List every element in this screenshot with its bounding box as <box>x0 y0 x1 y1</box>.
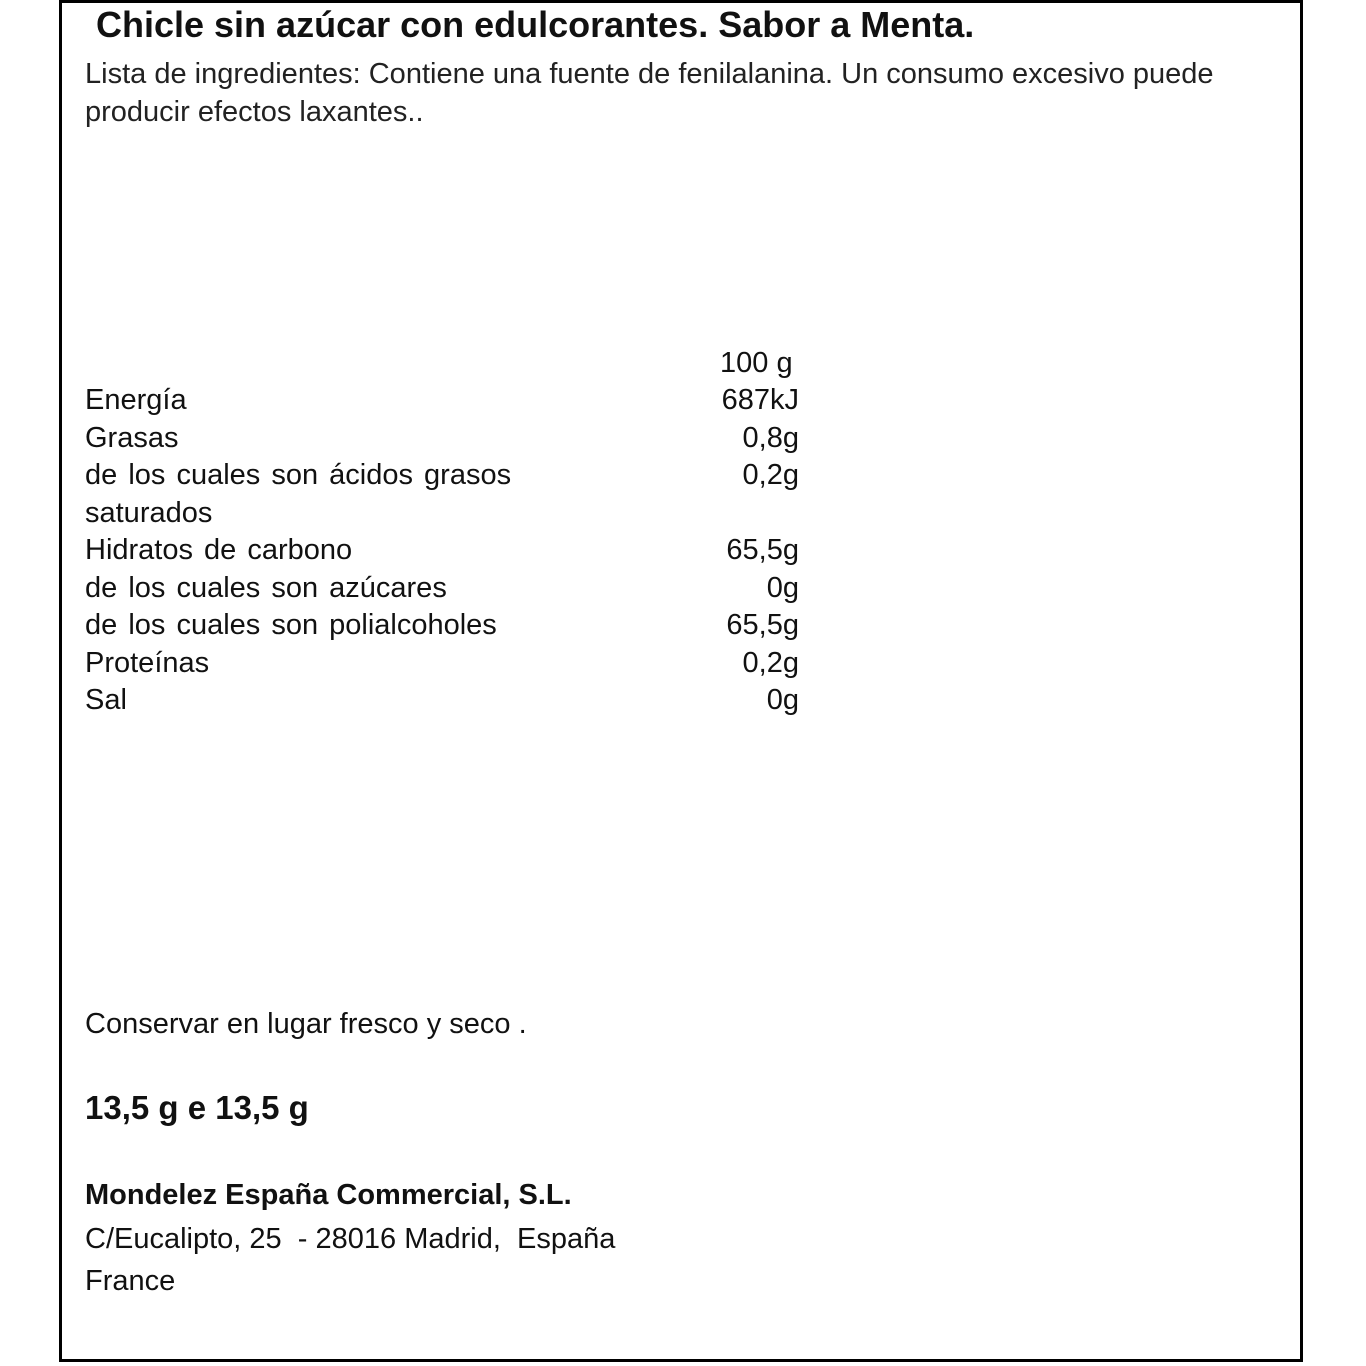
nutrition-row-sugars <box>85 570 815 608</box>
nutrition-row-fat <box>85 420 815 458</box>
nutrition-table <box>85 382 815 720</box>
nutrition-row-energy <box>85 382 815 420</box>
nutrition-label: Grasas <box>85 421 179 454</box>
nutrition-label: Hidratos de carbono <box>85 534 353 566</box>
nutrition-value: 687kJ <box>721 384 799 416</box>
company-name: Mondelez España Commercial, S.L. <box>85 1179 572 1211</box>
product-title: Chicle sin azúcar con edulcorantes. Sabor a Menta. <box>96 4 975 45</box>
address-country: France <box>85 1265 176 1297</box>
net-weight: 13,5 g e 13,5 g <box>85 1089 309 1126</box>
nutrition-value: 0,8g <box>742 421 799 454</box>
nutrition-label: de los cuales son polialcoholes <box>85 609 497 641</box>
nutrition-value: 0,2g <box>742 646 799 679</box>
nutrition-row-polyols <box>85 607 815 645</box>
nutrition-column-header: 100 g <box>720 347 793 379</box>
company-address <box>85 1218 615 1302</box>
nutrition-label: de los cuales son azúcares <box>85 571 447 604</box>
nutrition-label: Sal <box>85 684 127 716</box>
nutrition-value: 65,5g <box>726 609 799 641</box>
nutrition-label: de los cuales son ácidos grasos saturados <box>85 459 512 529</box>
nutrition-label: Proteínas <box>85 646 210 679</box>
nutrition-row-carbohydrates <box>85 532 815 570</box>
nutrition-value: 0g <box>766 684 799 716</box>
nutrition-row-salt <box>85 682 815 720</box>
nutrition-value: 0,2g <box>742 459 799 491</box>
nutrition-value: 65,5g <box>726 534 799 566</box>
nutrition-label: Energía <box>85 384 187 416</box>
address-line: C/Eucalipto, 25 - 28016 Madrid, España <box>85 1223 616 1255</box>
ingredients-text: Lista de ingredientes: Contiene una fuente de fenilalanina. Un consumo excesivo puede producir efectos laxantes.. <box>85 58 1214 128</box>
storage-instructions: Conservar en lugar fresco y seco . <box>85 1008 527 1040</box>
nutrition-row-protein <box>85 645 815 683</box>
nutrition-row-saturated-fat <box>85 457 815 532</box>
nutrition-value: 0g <box>766 571 799 604</box>
